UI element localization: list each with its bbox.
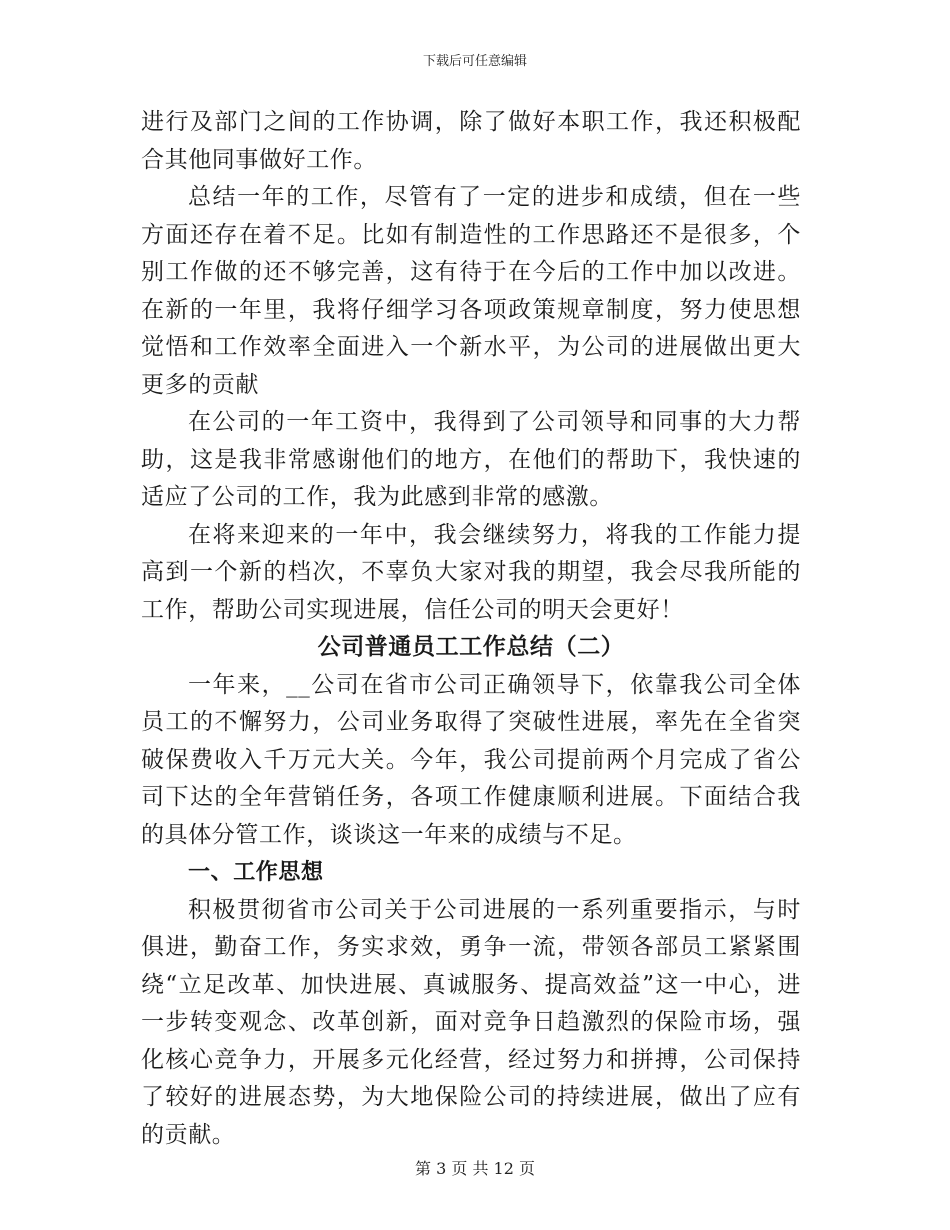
page-number: 第 3 页 共 12 页 (415, 1159, 535, 1178)
paragraph-continuation: 进行及部门之间的工作协调，除了做好本职工作，我还积极配合其他同事做好工作。 (141, 109, 801, 173)
paragraph-shortcomings: 总结一年的工作，尽管有了一定的进步和成绩，但在一些方面还存在着不足。比如有制造性的工作思路还不是很多，个别工作做的还不够完善，这有待于在今后的工作中加以改进。在新的一年里，我将仔细学习各项政策规章制度，努力使思想觉悟和工作效率全面进入一个新水平，为公司的进展做出更大更多的贡献 (141, 184, 801, 398)
page-content (141, 104, 801, 1154)
paragraph-gratitude: 在公司的一年工资中，我得到了公司领导和同事的大力帮助，这是我非常感谢他们的地方，在他们的帮助下，我快速的适应了公司的工作，我为此感到非常的感激。 (141, 409, 801, 510)
subheading-work-thought: 一、工作思想 (188, 860, 324, 885)
paragraph-overview: 一年来，__公司在省市公司正确领导下，依靠我公司全体员工的不懈努力，公司业务取得了突破性进展，率先在全省突破保费收入千万元大关。今年，我公司提前两个月完成了省公司下达的全年营销任务，各项工作健康顺利进展。下面结合我的具体分管工作，谈谈这一年来的成绩与不足。 (141, 671, 801, 848)
paragraph-future: 在将来迎来的一年中，我会继续努力，将我的工作能力提高到一个新的档次，不辜负大家对我的期望，我会尽我所能的工作，帮助公司实现进展，信任公司的明天会更好！ (141, 521, 801, 623)
paragraph-work-thought: 积极贯彻省市公司关于公司进展的一系列重要指示，与时俱进，勤奋工作，务实求效，勇争一流，带领各部员工紧紧围绕“立足改革、加快进展、真诚服务、提高效益”这一中心，进一步转变观念、改革创新，面对竞争日趋激烈的保险市场，强化核心竞争力，开展多元化经营，经过努力和拼搏，公司保持了较好的进展态势，为大地保险公司的持续进展，做出了应有的贡献。 (141, 896, 801, 1148)
header-note: 下载后可任意编辑 (422, 54, 527, 69)
section-title: 公司普通员工工作总结（二） (317, 634, 625, 660)
